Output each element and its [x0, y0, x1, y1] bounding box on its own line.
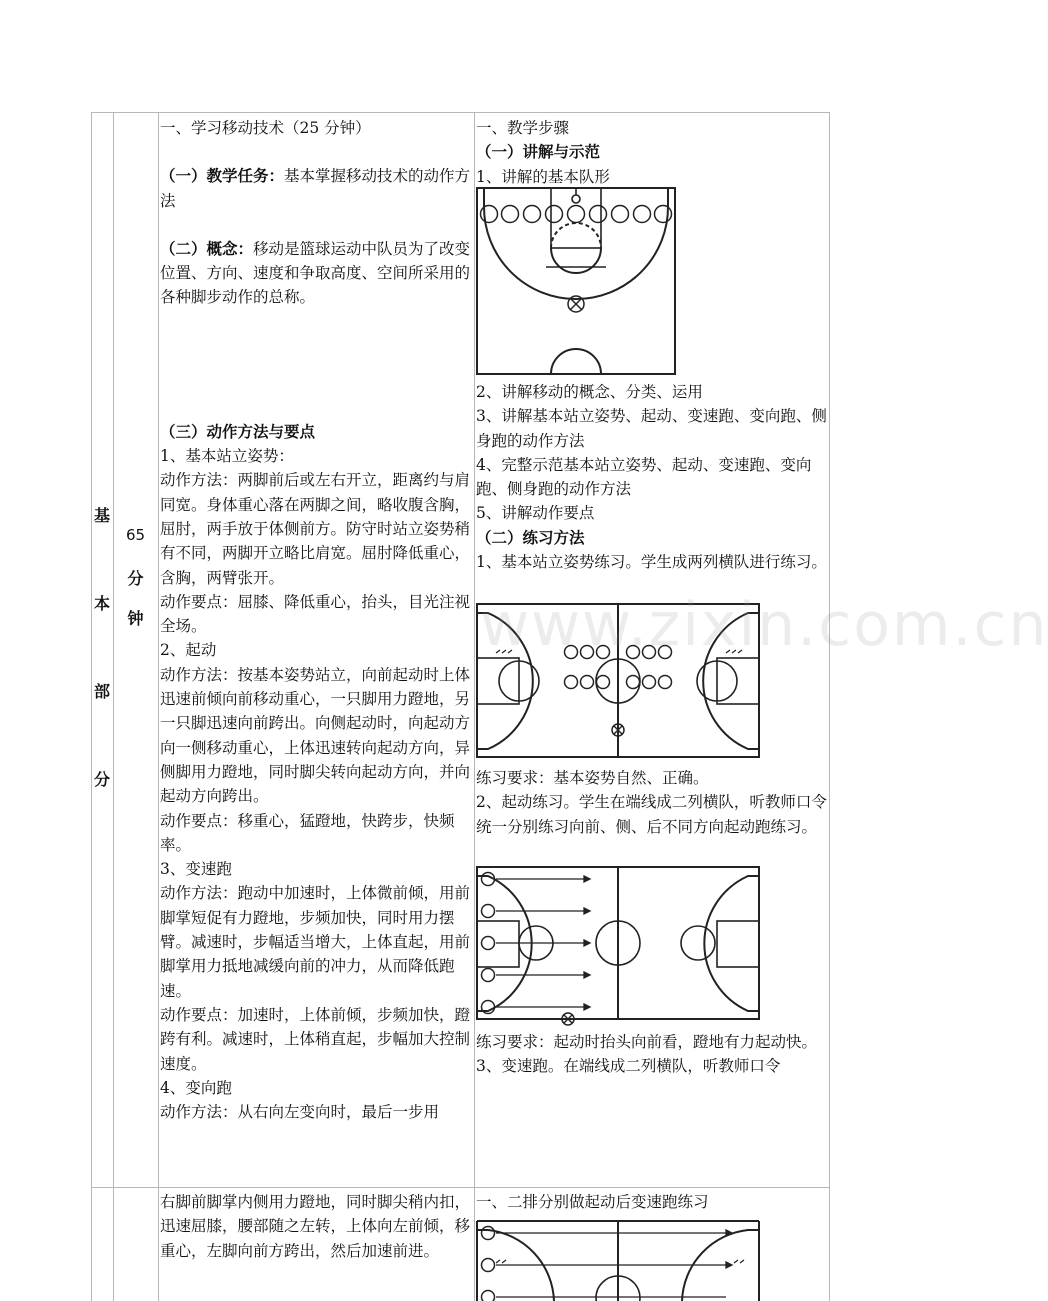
method-line: 动作方法：从右向左变向时，最后一步用: [160, 1103, 440, 1122]
task-text: 基本掌握移动技术的动作方法: [160, 167, 471, 210]
section-label: [91, 503, 113, 790]
watermark: www.zixin.com.cn: [480, 590, 1048, 660]
method-line: 动作要点：移重心，猛蹬地，快跨步，快频率。: [160, 811, 455, 854]
method-line: 3、变速跑: [160, 860, 232, 879]
method-line: 动作方法：按基本姿势站立，向前起动时上体迅速前倾向前移动重心，一只脚用力蹬地，另一只脚迅速向前跨出。向侧起动时，向起动方向一侧移动重心，上体迅速转向起动方向，异侧脚用力蹬地，同时脚尖转向起动方向，并向起动方向跨出。: [160, 665, 471, 806]
duration-number: 65: [125, 526, 146, 544]
task-label: （一）教学任务：: [160, 166, 285, 186]
right-block-1: [476, 116, 828, 189]
section-char: 本: [93, 594, 110, 613]
right-block-2: [476, 380, 828, 574]
concept-label: （二）概念：: [160, 238, 254, 258]
left-continued-text: 右脚前脚掌内侧用力蹬地，同时脚尖稍内扣，迅速屈膝，腰部随之左转，上体向左前倾，移重心，左脚向前方跨出，然后加速前进。: [160, 1193, 471, 1260]
right-continued-text: 一、二排分别做起动后变速跑练习: [476, 1193, 709, 1211]
duration-char: 分: [127, 569, 144, 588]
section-char: 基: [93, 506, 110, 525]
concept-text: 移动是篮球运动中队员为了改变位置、方向、速度和争取高度、空间所采用的各种脚步动作的总称。: [160, 239, 471, 307]
task-paragraph: [160, 164, 473, 213]
step-heading: 一、教学步骤: [476, 119, 570, 137]
method-line: 动作要点：屈膝、降低重心，抬头，目光注视全场。: [160, 592, 471, 636]
section-char: 部: [93, 682, 110, 701]
method-line: 动作方法：跑动中加速时，上体微前倾，用前脚掌短促有力蹬地，步频加快，同时用力摆臂。减速时，步幅适当增大，上体直起，用前脚掌用力抵地减缓向前的冲力，从而降低跑速。: [160, 884, 471, 1000]
step-line: 4、完整示范基本站立姿势、起动、变速跑、变向跑、侧身跑的动作方法: [476, 455, 812, 499]
step-line: 2、讲解移动的概念、分类、运用: [476, 383, 703, 401]
method-line: 动作要点：加速时，上体前倾，步频加快，蹬跨有利。减速时，上体稍直起，步幅加大控制速度。: [160, 1005, 471, 1073]
right-content-2: [476, 1190, 828, 1214]
concept-paragraph: [160, 237, 473, 310]
practice-2: 2、起动练习。学生在端线成二列横队，听教师口令统一分别练习向前、侧、后不同方向起动跑练习。: [476, 793, 827, 836]
demo-heading: （一）讲解与示范: [476, 142, 601, 162]
topic-line: 一、学习移动技术（25 分钟）: [160, 119, 371, 137]
practice-1: 1、基本站立姿势练习。学生成两列横队进行练习。: [476, 553, 827, 572]
left-content: [160, 116, 473, 1187]
practice-3: 3、变速跑。在端线成二列横队，听教师口令: [476, 1057, 781, 1076]
method-line: 1、基本站立姿势：: [160, 447, 294, 466]
method-heading: （三）动作方法与要点: [160, 421, 316, 441]
method-line: 4、变向跑: [160, 1078, 232, 1097]
full-court-two-rows-diagram: [476, 603, 760, 758]
requirement-1: 练习要求：基本姿势自然、正确。: [476, 769, 709, 787]
right-block-4: [476, 1030, 828, 1079]
step-line: 3、讲解基本站立姿势、起动、变速跑、变向跑、侧身跑的动作方法: [476, 407, 827, 450]
right-block-3: [476, 766, 828, 839]
formation-diagram: [476, 187, 676, 375]
start-practice-diagram: [476, 866, 760, 1026]
requirement-2: 练习要求：起动时抬头向前看，蹬地有力起动快。: [476, 1033, 818, 1051]
method-line: 2、起动: [160, 641, 217, 660]
duration-label: [113, 526, 158, 629]
method-line: 动作方法：两脚前后或左右开立，距离约与肩同宽。身体重心落在两脚之间，略收腹含胸，屈肘，两手放于体侧前方。防守时站立姿势稍有不同，两脚开立略比肩宽。屈肘降低重心，含胸，两臂张开。: [160, 471, 471, 587]
speed-change-diagram: [476, 1220, 760, 1301]
left-content-2: [160, 1190, 473, 1263]
formation-line: 1、讲解的基本队形: [476, 167, 610, 186]
step-line: 5、讲解动作要点: [476, 504, 595, 523]
section-char: 分: [93, 770, 110, 789]
duration-char: 钟: [127, 609, 144, 628]
practice-heading: （二）练习方法: [476, 527, 585, 547]
